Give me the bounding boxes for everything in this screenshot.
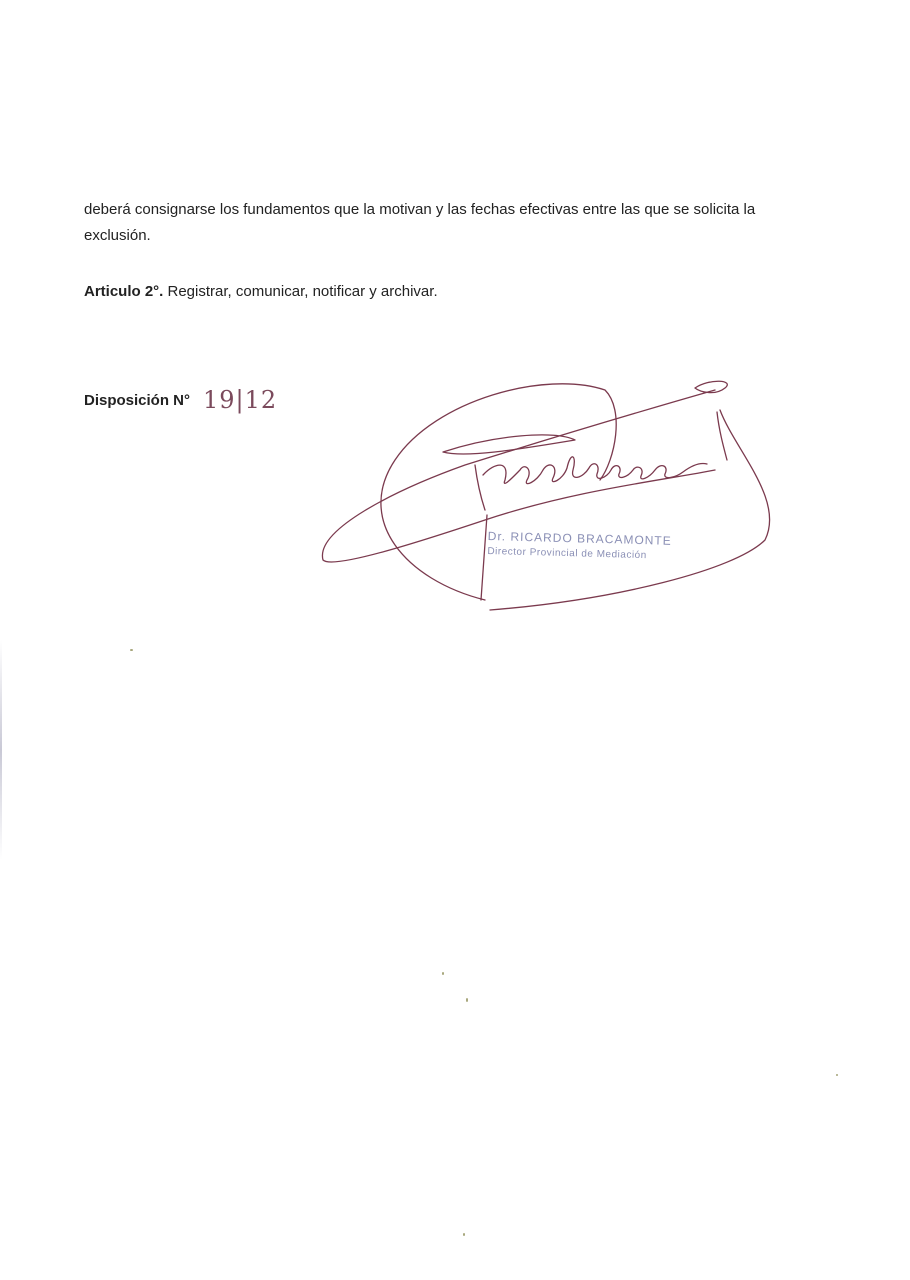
scan-speck (463, 1233, 465, 1236)
scan-speck (130, 649, 133, 651)
scan-edge-shadow (0, 640, 2, 860)
stamp-name: Dr. RICARDO BRACAMONTE (487, 528, 672, 548)
paragraph-article-2 (84, 279, 784, 305)
paragraph-exclusion: deberá consignarse los fundamentos que la motivan y las fechas efectivas entre las que se solicita la exclusión. (84, 201, 756, 244)
stamp-title: Director Provincial de Mediación (487, 545, 647, 562)
disposition-number-handwritten: 19|12 (203, 386, 278, 414)
article-2-text: Registrar, comunicar, notificar y archivar. (163, 283, 438, 300)
scan-speck (836, 1074, 838, 1076)
scan-speck (466, 998, 468, 1002)
signature-graphic (315, 370, 785, 620)
scan-speck (442, 972, 444, 975)
signature-stamp (487, 528, 672, 565)
disposition-label: Disposición N° (84, 392, 191, 409)
article-2-label: Articulo 2°. (84, 283, 164, 300)
